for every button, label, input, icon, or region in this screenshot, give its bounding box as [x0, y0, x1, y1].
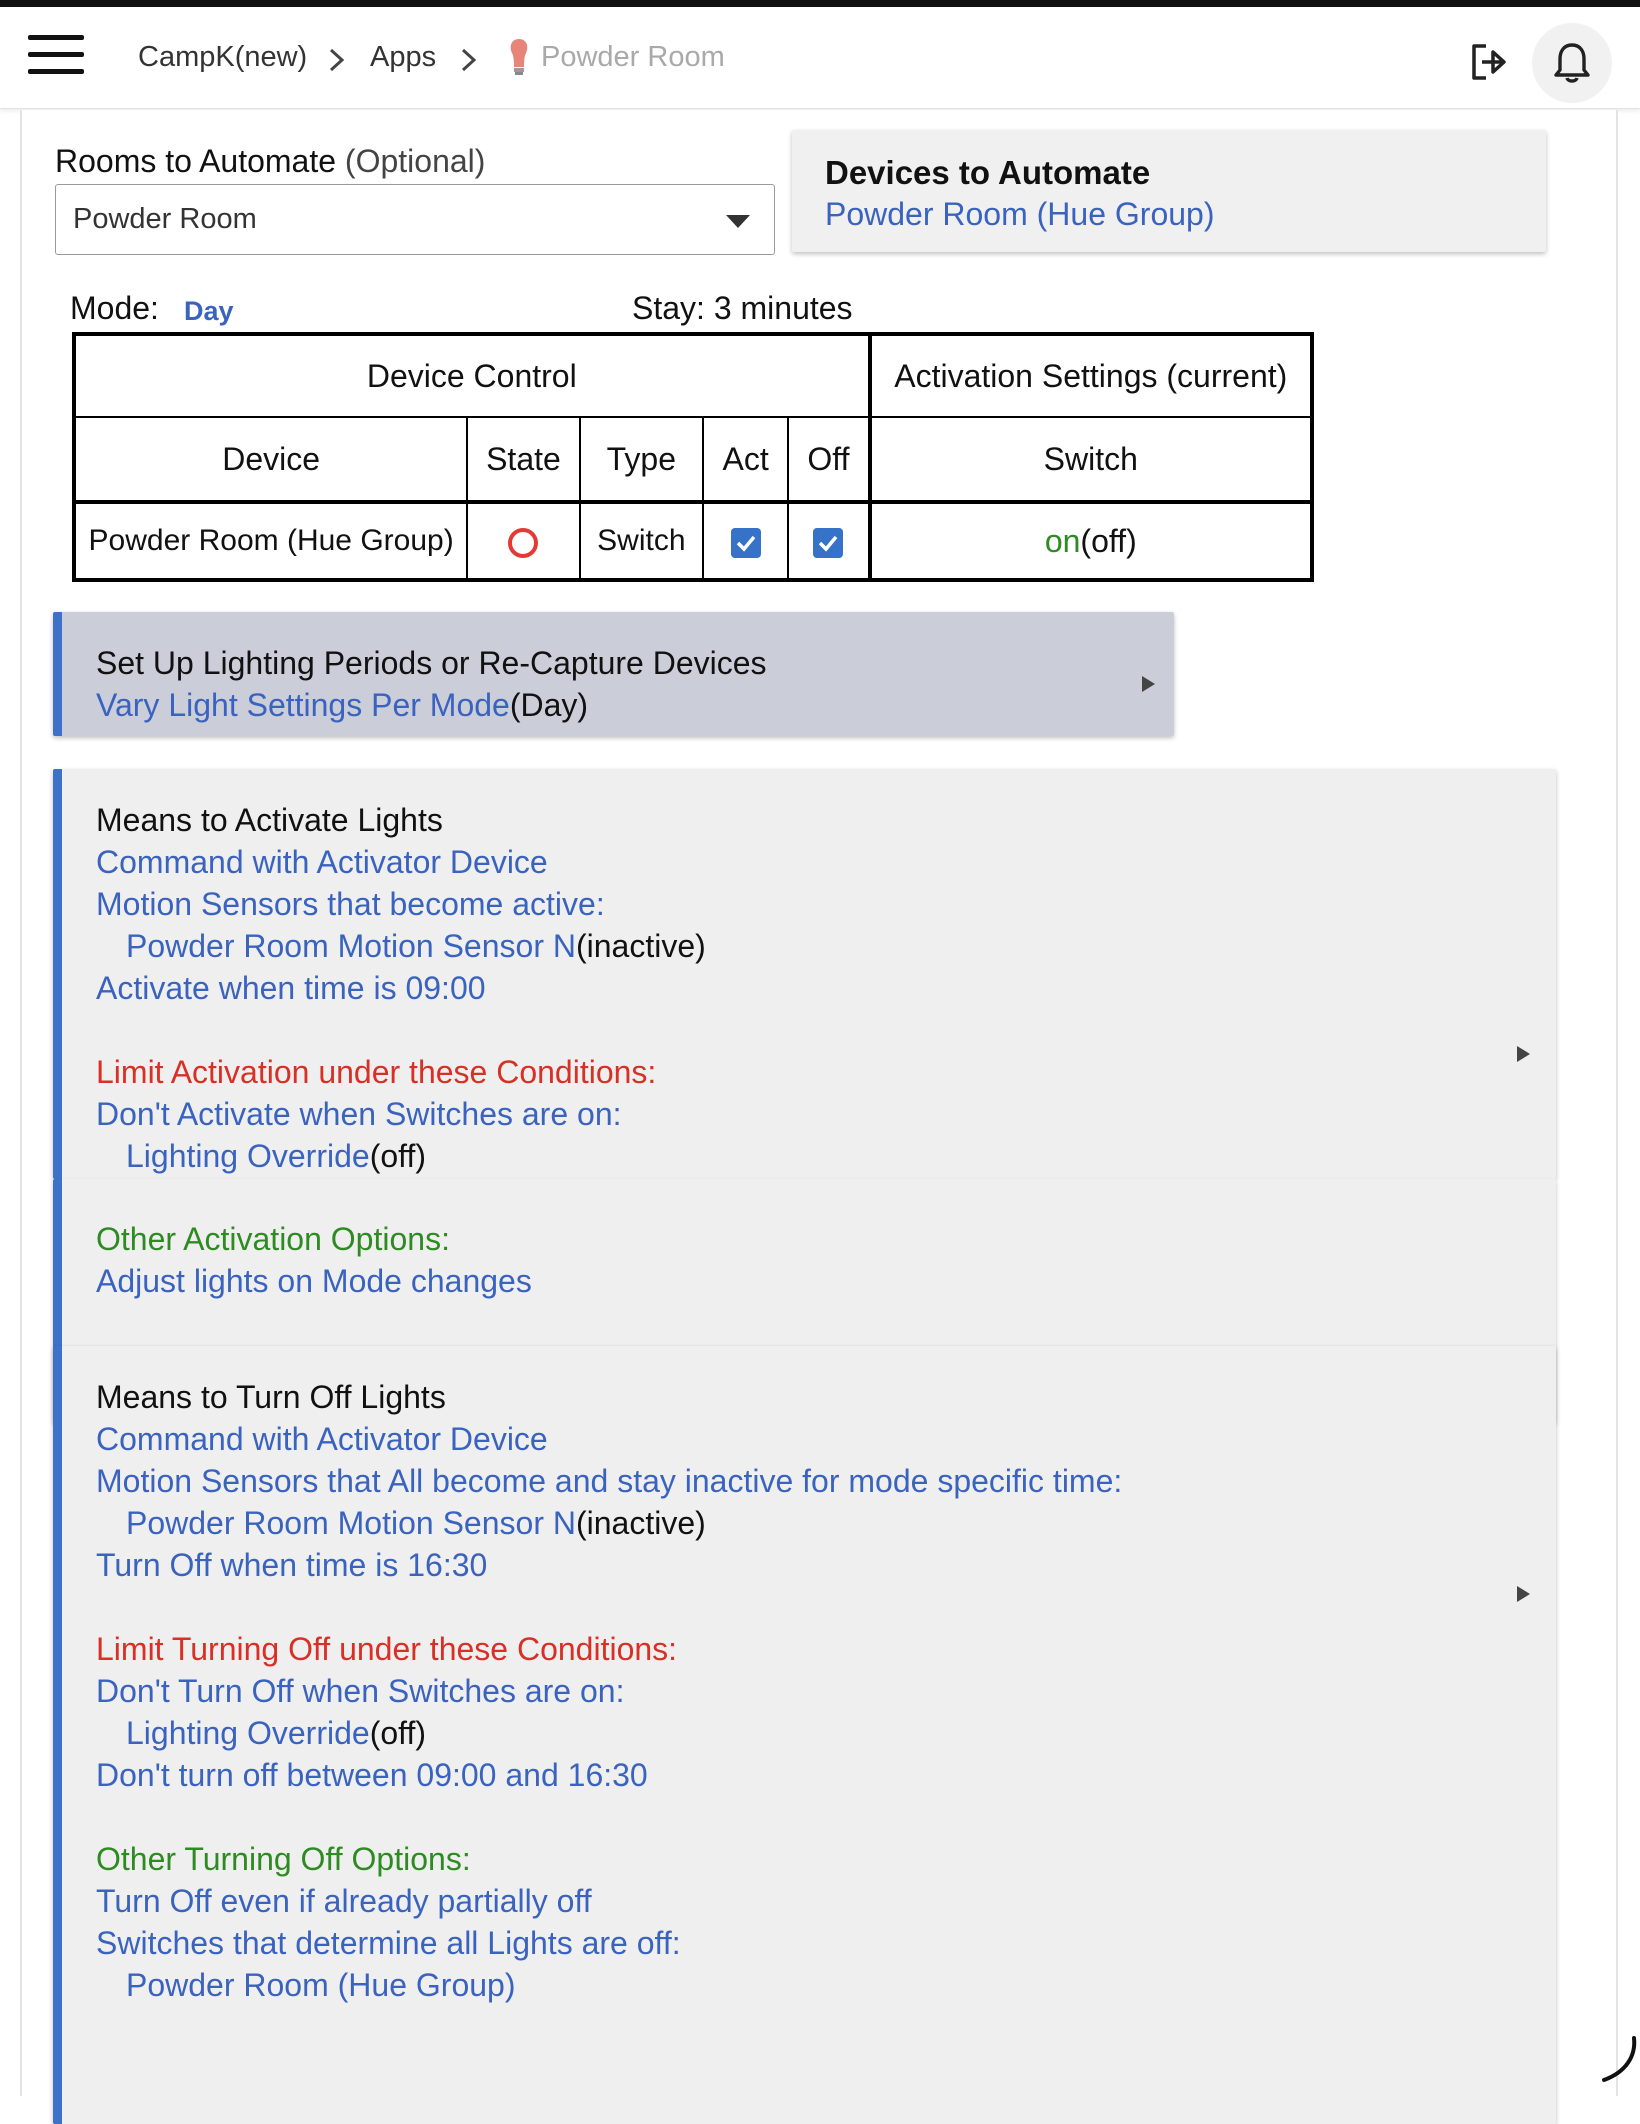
activate-lights-panel[interactable] — [53, 769, 1556, 1179]
chevron-right-icon — [456, 45, 482, 75]
turnoff-sensor-line — [126, 1507, 706, 1539]
activate-override-name: Lighting Override — [126, 1138, 370, 1174]
turnoff-limit-heading: Limit Turning Off under these Conditions: — [96, 1631, 678, 1667]
notifications-button[interactable] — [1532, 23, 1612, 103]
turnoff-title: Means to Turn Off Lights — [96, 1379, 446, 1415]
activate-title: Means to Activate Lights — [96, 802, 443, 838]
turnoff-sensor-name: Powder Room Motion Sensor N — [126, 1505, 576, 1541]
activate-other-line: Adjust lights on Mode changes — [96, 1263, 532, 1299]
mode-value[interactable]: Day — [184, 296, 234, 326]
activate-time-line: Activate when time is 09:00 — [96, 970, 486, 1006]
device-control-table — [72, 332, 1314, 582]
vary-light-settings-link[interactable]: Vary Light Settings Per Mode — [96, 687, 510, 723]
rooms-label — [55, 143, 485, 180]
activate-override-state: (off) — [369, 1138, 426, 1174]
column-header-state: State — [467, 417, 579, 502]
column-header-device: Device — [74, 417, 467, 502]
logout-icon[interactable] — [1468, 41, 1510, 83]
turnoff-motion-line: Motion Sensors that All become and stay inactive for mode specific time: — [96, 1463, 1123, 1499]
turnoff-command-line: Command with Activator Device — [96, 1421, 548, 1457]
top-strip — [0, 0, 1640, 7]
row-type[interactable]: Switch — [580, 502, 703, 580]
app-settings-page — [20, 110, 1618, 2096]
expand-arrow-icon[interactable] — [1142, 676, 1155, 692]
turn-off-lights-panel[interactable] — [53, 1346, 1556, 2124]
state-off-icon[interactable] — [508, 528, 538, 558]
table-group-device-control: Device Control — [74, 334, 870, 417]
lighting-periods-panel[interactable] — [53, 612, 1174, 736]
row-switch-setting[interactable] — [870, 502, 1312, 580]
column-header-type: Type — [580, 417, 703, 502]
loading-spinner-icon — [1582, 2030, 1640, 2090]
activate-override-line — [126, 1140, 426, 1172]
expand-arrow-icon[interactable] — [1517, 1586, 1530, 1602]
devices-card-device[interactable]: Powder Room (Hue Group) — [825, 196, 1215, 232]
table-row — [74, 502, 1312, 580]
turnoff-override-state: (off) — [369, 1715, 426, 1751]
off-checkbox[interactable] — [813, 528, 843, 558]
column-header-act: Act — [703, 417, 788, 502]
turnoff-other-heading: Other Turning Off Options: — [96, 1841, 471, 1877]
app-header — [0, 7, 1640, 109]
act-checkbox[interactable] — [731, 528, 761, 558]
lighting-periods-mode: (Day) — [509, 687, 589, 723]
activate-limit-line: Don't Activate when Switches are on: — [96, 1096, 622, 1132]
activate-sensor-line — [126, 930, 706, 962]
activate-sensor-state: (inactive) — [575, 928, 706, 964]
lighting-periods-title: Set Up Lighting Periods or Re-Capture Devices — [96, 645, 767, 681]
breadcrumb-hub[interactable]: CampK(new) — [138, 41, 308, 73]
row-device-name[interactable]: Powder Room (Hue Group) — [74, 502, 467, 580]
table-group-activation-settings: Activation Settings (current) — [870, 334, 1312, 417]
column-header-off: Off — [788, 417, 869, 502]
column-header-switch: Switch — [870, 417, 1312, 502]
rooms-optional-text: (Optional) — [336, 143, 486, 179]
dropdown-caret-icon — [726, 215, 750, 229]
turnoff-override-name: Lighting Override — [126, 1715, 370, 1751]
expand-arrow-icon[interactable] — [1517, 1046, 1530, 1062]
stay-time: Stay: 3 minutes — [632, 290, 853, 326]
turnoff-time-line: Turn Off when time is 16:30 — [96, 1547, 488, 1583]
turnoff-sensor-state: (inactive) — [575, 1505, 706, 1541]
turnoff-override-line — [126, 1717, 426, 1749]
turnoff-between-line: Don't turn off between 09:00 and 16:30 — [96, 1757, 648, 1793]
switch-current-value: (off) — [1080, 522, 1137, 559]
switch-setting-value: on — [1044, 522, 1081, 559]
bell-icon — [1552, 41, 1592, 85]
breadcrumb-current: Powder Room — [541, 41, 725, 73]
turnoff-switch-device: Powder Room (Hue Group) — [126, 1967, 516, 2003]
light-bulb-icon — [506, 37, 532, 77]
breadcrumb-apps[interactable]: Apps — [370, 41, 437, 73]
devices-card[interactable] — [792, 130, 1546, 252]
activate-other-heading: Other Activation Options: — [96, 1221, 450, 1257]
checkmark-icon — [735, 533, 757, 553]
rooms-select-value: Powder Room — [73, 203, 257, 235]
row-off-cell — [788, 502, 869, 580]
chevron-right-icon — [324, 45, 350, 75]
activate-limit-heading: Limit Activation under these Conditions: — [96, 1054, 657, 1090]
turnoff-limit-line: Don't Turn Off when Switches are on: — [96, 1673, 625, 1709]
row-act-cell — [703, 502, 788, 580]
hamburger-icon[interactable] — [28, 33, 86, 77]
turnoff-other-line1: Turn Off even if already partially off — [96, 1883, 592, 1919]
activate-sensor-name: Powder Room Motion Sensor N — [126, 928, 576, 964]
checkmark-icon — [817, 533, 839, 553]
activate-motion-line: Motion Sensors that become active: — [96, 886, 605, 922]
turnoff-other-line2: Switches that determine all Lights are off: — [96, 1925, 681, 1961]
rooms-select[interactable] — [55, 184, 775, 255]
lighting-periods-line — [96, 689, 588, 721]
rooms-label-text: Rooms to Automate — [55, 143, 337, 179]
mode-label: Mode: — [70, 290, 159, 326]
activate-command-line: Command with Activator Device — [96, 844, 548, 880]
row-state-cell — [467, 502, 579, 580]
devices-card-title: Devices to Automate — [825, 154, 1151, 191]
